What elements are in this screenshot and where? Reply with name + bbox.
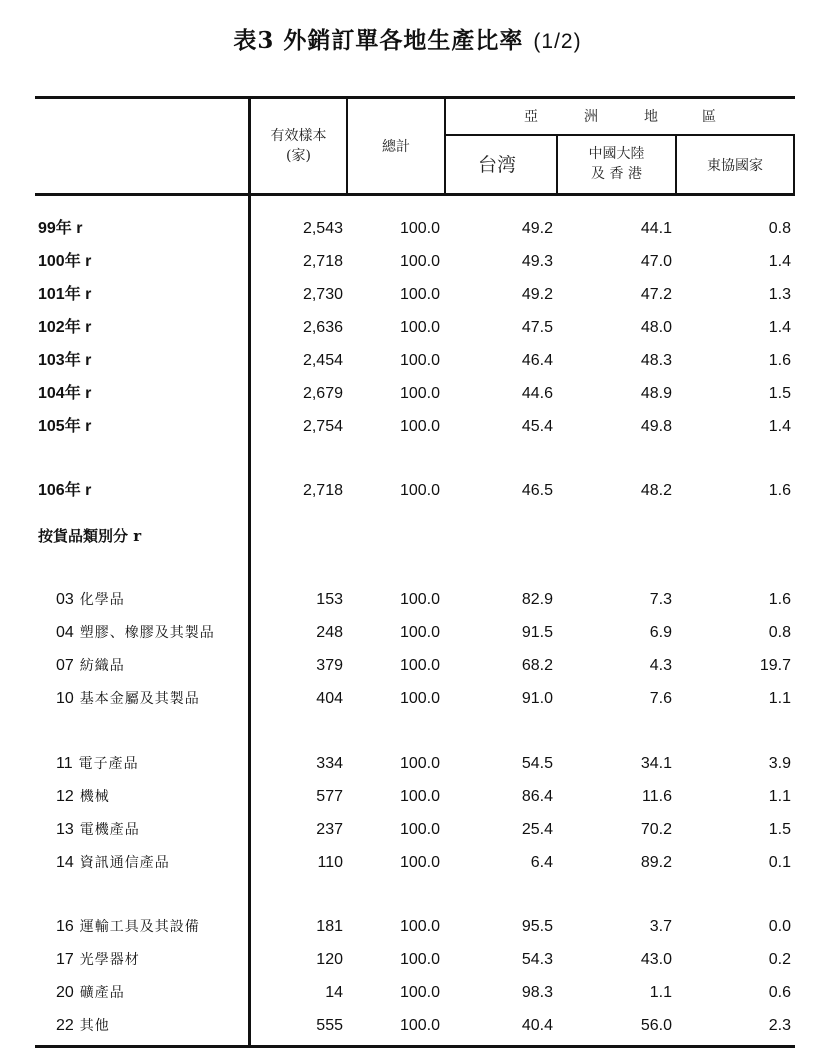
asean-header: 東協國家	[707, 158, 763, 174]
row-label: 106年 r	[38, 482, 92, 499]
cell-asean: 0.2	[768, 951, 791, 968]
category-name: 光學器材	[79, 952, 140, 968]
sample-header-label: 有效樣本	[270, 128, 327, 144]
category-code: 10	[56, 690, 74, 707]
cell-sample: 2,636	[302, 319, 343, 336]
row-label	[56, 846, 170, 880]
cell-china: 49.8	[640, 418, 672, 435]
cell-taiwan: 54.3	[521, 951, 553, 968]
category-name: 電機產品	[79, 822, 140, 838]
category-row	[0, 747, 815, 780]
cell-taiwan: 91.0	[521, 690, 553, 707]
row-label	[56, 1009, 110, 1043]
right-border	[793, 134, 795, 195]
cell-sample: 2,730	[302, 286, 343, 303]
cell-china: 44.1	[640, 220, 672, 237]
category-name: 化學品	[79, 592, 125, 608]
category-code: 03	[56, 591, 74, 608]
total-header: 總計	[382, 139, 410, 155]
category-code: 16	[56, 918, 74, 935]
region-char: 區	[702, 109, 716, 125]
cell-china: 7.6	[649, 690, 672, 707]
group-spacer	[0, 879, 815, 910]
cell-total: 100.0	[399, 482, 440, 499]
cell-sample: 2,543	[302, 220, 343, 237]
cell-total: 100.0	[399, 418, 440, 435]
cell-china: 3.7	[649, 918, 672, 935]
category-row	[0, 682, 815, 715]
year-row	[0, 212, 815, 245]
cell-china: 89.2	[640, 854, 672, 871]
cell-asean: 1.6	[768, 352, 791, 369]
cell-china: 47.0	[640, 253, 672, 270]
cell-china: 56.0	[640, 1017, 672, 1034]
cell-china: 48.9	[640, 385, 672, 402]
cell-total: 100.0	[399, 821, 440, 838]
cell-china: 34.1	[640, 755, 672, 772]
group-spacer	[0, 715, 815, 747]
cell-taiwan: 95.5	[521, 918, 553, 935]
sample-header-unit: (家)	[286, 148, 311, 164]
cell-taiwan: 6.4	[530, 854, 553, 871]
category-name: 資訊通信產品	[79, 855, 170, 871]
year-row	[0, 278, 815, 311]
row-label	[56, 910, 200, 944]
year-row	[0, 377, 815, 410]
cell-total: 100.0	[399, 984, 440, 1001]
year-row	[0, 245, 815, 278]
category-name: 紡織品	[79, 658, 125, 674]
cell-sample: 153	[316, 591, 343, 608]
row-label	[56, 813, 140, 847]
cell-taiwan: 45.4	[521, 418, 553, 435]
cell-taiwan: 98.3	[521, 984, 553, 1001]
cell-total: 100.0	[399, 788, 440, 805]
top-rule	[35, 96, 795, 99]
cell-total: 100.0	[399, 319, 440, 336]
cell-asean: 0.6	[768, 984, 791, 1001]
row-label	[56, 616, 215, 650]
cell-taiwan: 46.4	[521, 352, 553, 369]
row-label	[56, 649, 125, 683]
cell-taiwan: 91.5	[521, 624, 553, 641]
cell-sample: 555	[316, 1017, 343, 1034]
cell-total: 100.0	[399, 352, 440, 369]
cell-asean: 1.4	[768, 418, 791, 435]
category-code: 12	[56, 788, 74, 805]
row-label: 100年 r	[38, 253, 92, 270]
cell-total: 100.0	[399, 951, 440, 968]
china-header	[558, 144, 675, 184]
cell-asean: 1.4	[768, 253, 791, 270]
cell-taiwan: 46.5	[521, 482, 553, 499]
cell-sample: 2,679	[302, 385, 343, 402]
category-name: 電子產品	[78, 756, 139, 772]
cell-sample: 379	[316, 657, 343, 674]
group-spacer	[0, 553, 815, 583]
cell-sample: 110	[317, 854, 343, 871]
year-row	[0, 474, 815, 507]
cell-taiwan: 68.2	[521, 657, 553, 674]
cell-asean: 0.8	[768, 624, 791, 641]
category-code: 04	[56, 624, 74, 641]
cell-asean: 0.1	[768, 854, 791, 871]
cell-total: 100.0	[399, 253, 440, 270]
category-name: 機械	[79, 789, 110, 805]
year-row	[0, 344, 815, 377]
cell-taiwan: 54.5	[521, 755, 553, 772]
cell-total: 100.0	[399, 657, 440, 674]
china-header-line2: 及 香 港	[591, 166, 642, 182]
cell-asean: 1.1	[768, 690, 791, 707]
table-title	[0, 22, 815, 55]
title-suffix: (1/2)	[533, 30, 582, 53]
cell-sample: 404	[316, 690, 343, 707]
cell-sample: 2,718	[302, 253, 343, 270]
region-char: 亞	[524, 109, 538, 125]
year-row	[0, 410, 815, 443]
category-row	[0, 583, 815, 616]
cell-taiwan: 82.9	[521, 591, 553, 608]
cell-china: 70.2	[640, 821, 672, 838]
cell-total: 100.0	[399, 624, 440, 641]
year-row	[0, 311, 815, 344]
cell-china: 48.0	[640, 319, 672, 336]
taiwan-header: 台湾	[477, 154, 516, 176]
cell-taiwan: 49.2	[521, 286, 553, 303]
category-code: 17	[56, 951, 74, 968]
cell-total: 100.0	[399, 220, 440, 237]
cell-asean: 1.1	[768, 788, 791, 805]
category-name: 其他	[79, 1018, 110, 1034]
row-label	[56, 943, 140, 977]
cell-sample: 120	[316, 951, 343, 968]
cell-sample: 248	[316, 624, 343, 641]
cell-total: 100.0	[399, 286, 440, 303]
cell-china: 43.0	[640, 951, 672, 968]
cell-china: 48.2	[640, 482, 672, 499]
cell-asean: 1.5	[768, 385, 791, 402]
title-text: 表3 外銷訂單各地生產比率	[233, 27, 524, 54]
row-label	[56, 747, 139, 781]
row-label	[56, 976, 125, 1010]
cell-asean: 1.6	[768, 591, 791, 608]
bottom-rule	[35, 1045, 795, 1048]
sample-header	[251, 126, 346, 166]
category-heading-row	[0, 520, 815, 553]
cell-china: 48.3	[640, 352, 672, 369]
cell-taiwan: 25.4	[521, 821, 553, 838]
cell-taiwan: 47.5	[521, 319, 553, 336]
row-label: 101年 r	[38, 286, 92, 303]
row-label	[56, 780, 110, 814]
cell-asean: 2.3	[768, 1017, 791, 1034]
cell-china: 11.6	[642, 788, 672, 805]
cell-asean: 3.9	[768, 755, 791, 772]
category-row	[0, 846, 815, 879]
cell-taiwan: 86.4	[521, 788, 553, 805]
cell-taiwan: 44.6	[521, 385, 553, 402]
category-code: 20	[56, 984, 74, 1001]
row-label	[56, 583, 125, 617]
row-label: 102年 r	[38, 319, 92, 336]
cell-asean: 19.7	[759, 657, 791, 674]
category-row	[0, 780, 815, 813]
region-char: 洲	[584, 109, 598, 125]
table-body	[0, 212, 815, 1042]
category-row	[0, 1009, 815, 1042]
cell-total: 100.0	[399, 385, 440, 402]
cell-sample: 577	[316, 788, 343, 805]
cell-total: 100.0	[399, 918, 440, 935]
category-name: 運輸工具及其設備	[79, 919, 200, 935]
category-row	[0, 813, 815, 846]
row-label: 99年 r	[38, 220, 83, 237]
total-column-divider	[444, 96, 446, 195]
cell-china: 7.3	[649, 591, 672, 608]
row-label: 103年 r	[38, 352, 92, 369]
group-spacer	[0, 507, 815, 520]
row-label: 104年 r	[38, 385, 92, 402]
category-name: 塑膠、橡膠及其製品	[79, 625, 215, 641]
category-row	[0, 616, 815, 649]
cell-asean: 1.5	[768, 821, 791, 838]
category-code: 11	[56, 755, 73, 772]
row-label: 105年 r	[38, 418, 92, 435]
category-code: 22	[56, 1017, 74, 1034]
cell-asean: 0.0	[768, 918, 791, 935]
category-code: 13	[56, 821, 74, 838]
category-code: 07	[56, 657, 74, 674]
cell-sample: 2,754	[302, 418, 343, 435]
cell-asean: 0.8	[768, 220, 791, 237]
cell-taiwan: 49.2	[521, 220, 553, 237]
cell-sample: 14	[325, 984, 343, 1001]
region-subheader-rule	[444, 134, 795, 136]
cell-china: 47.2	[640, 286, 672, 303]
category-row	[0, 943, 815, 976]
cell-taiwan: 40.4	[521, 1017, 553, 1034]
cell-asean: 1.6	[768, 482, 791, 499]
category-row	[0, 649, 815, 682]
category-row	[0, 976, 815, 1009]
cell-total: 100.0	[399, 591, 440, 608]
cell-china: 6.9	[649, 624, 672, 641]
cell-china: 1.1	[649, 984, 672, 1001]
cell-asean: 1.3	[768, 286, 791, 303]
category-code: 14	[56, 854, 74, 871]
region-char: 地	[644, 109, 658, 125]
cell-total: 100.0	[399, 755, 440, 772]
cell-taiwan: 49.3	[521, 253, 553, 270]
cell-asean: 1.4	[768, 319, 791, 336]
category-name: 基本金屬及其製品	[79, 691, 200, 707]
category-row	[0, 910, 815, 943]
cell-sample: 181	[316, 918, 343, 935]
header-bottom-rule	[35, 193, 795, 196]
cell-sample: 334	[316, 755, 343, 772]
category-heading: 按貨品類別分 r	[38, 527, 142, 545]
group-spacer	[0, 443, 815, 474]
cell-sample: 2,454	[302, 352, 343, 369]
china-header-line1: 中國大陸	[588, 146, 645, 162]
cell-total: 100.0	[399, 854, 440, 871]
cell-sample: 2,718	[302, 482, 343, 499]
cell-sample: 237	[316, 821, 343, 838]
row-label	[56, 682, 200, 716]
category-name: 礦產品	[79, 985, 125, 1001]
cell-total: 100.0	[399, 690, 440, 707]
cell-total: 100.0	[399, 1017, 440, 1034]
cell-china: 4.3	[649, 657, 672, 674]
